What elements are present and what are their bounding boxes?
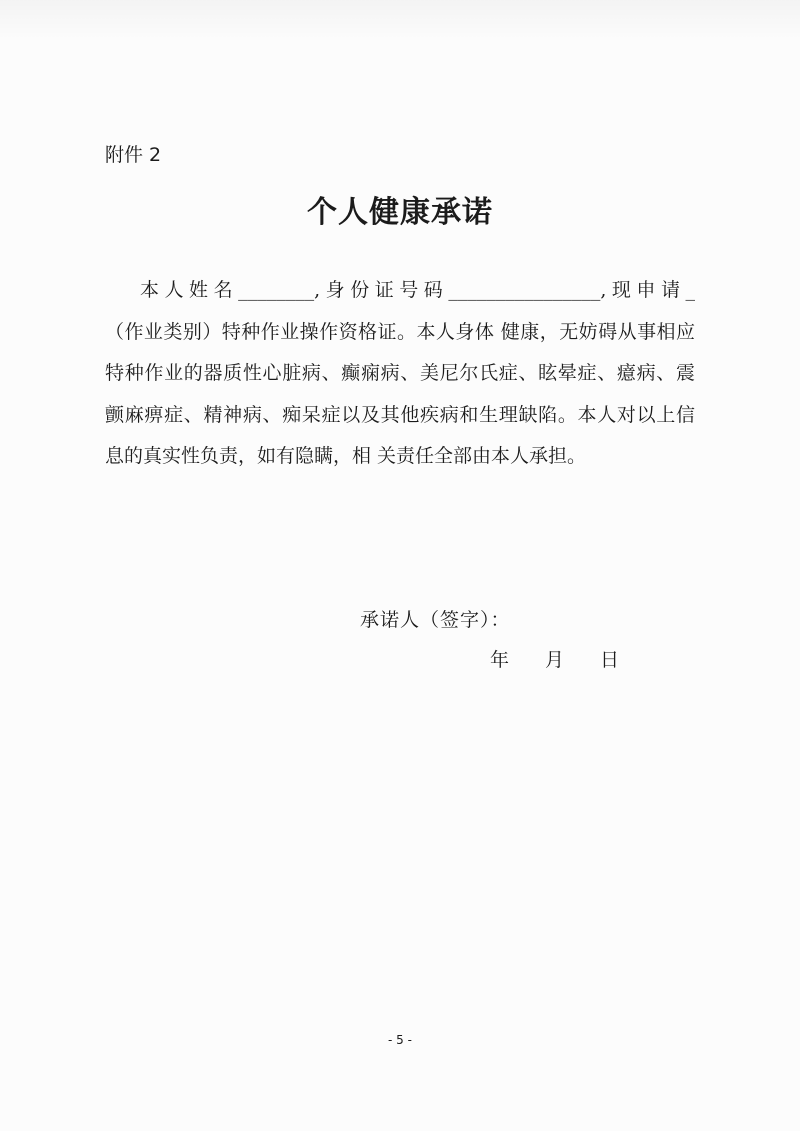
- date-day-label: 日: [600, 649, 620, 671]
- pledge-line-4: 颤麻痹症、精神病、痴呆症以及其他疾病和生理缺陷。本人对以上信: [105, 403, 695, 426]
- date-year-label: 年: [490, 649, 510, 671]
- document-title: 个人健康承诺: [307, 195, 493, 230]
- pledge-line-5: 息的真实性负责，如有隐瞒，相 关责任全部由本人承担。: [105, 445, 587, 467]
- pledge-line-1: 本人姓名________,身份证号码________________,现申请_: [140, 279, 695, 301]
- date-month-label: 月: [545, 649, 565, 671]
- signature-label: 承诺人（签字）：: [360, 609, 511, 631]
- attachment-label: 附件 2: [105, 144, 162, 166]
- pledge-line-2: （作业类别）特种作业操作资格证。本人身体 健康，无妨碍从事相应: [105, 320, 695, 343]
- pledge-body: [105, 270, 695, 478]
- pledge-line-3: 特种作业的器质性心脏病、癫痫病、美尼尔氏症、眩晕症、癔病、震: [105, 362, 695, 384]
- page-number: - 5 -: [388, 1033, 412, 1047]
